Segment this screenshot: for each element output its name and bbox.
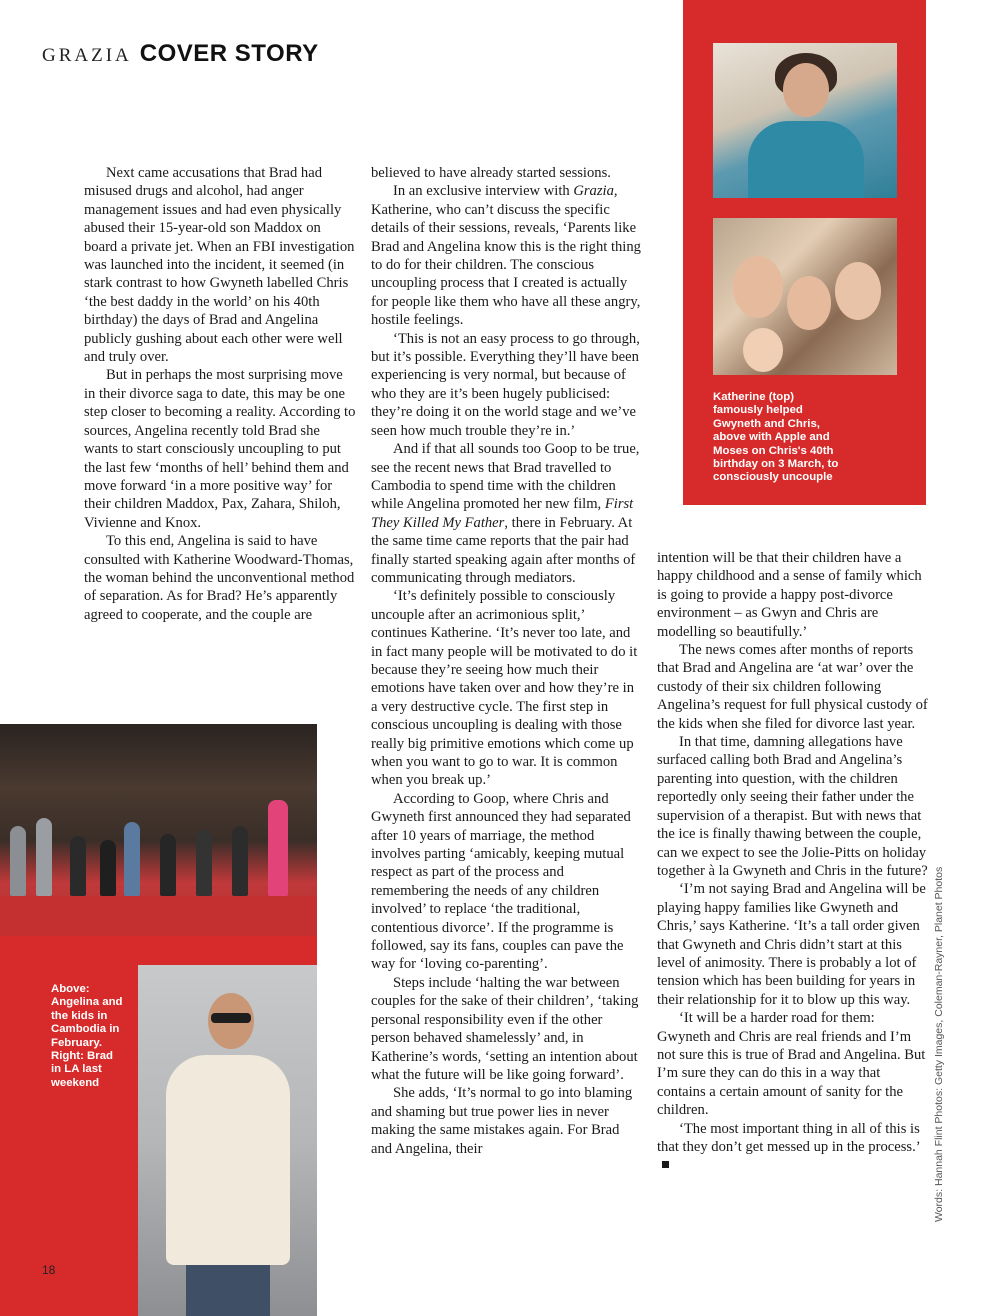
caption-angelina-brad: Above: Angelina and the kids in Cambodia in February. Right: Brad in LA last weekend [51, 983, 123, 1089]
caption-katherine: Katherine (top) famously helped Gwyneth and Chris, above with Apple and Moses on Chris's 40th birthday on 3 March, to consciously uncouple [713, 391, 839, 484]
section-title: COVER STORY [139, 40, 319, 67]
paragraph: In that time, damning allegations have surfaced calling both Brad and Angelina’s parenting into question, with the children reportedly only seeing their father under the supervision of a therapist. But with news that the ice is finally thawing between the couple, can we expect to see the Jolie-Pitts on holiday together à la Gwyneth and Chris in the future? [657, 734, 928, 879]
article-column-2 [371, 164, 643, 1158]
paragraph: And if that all sounds too Goop to be true, see the recent news that Brad travelled to Cambodia to spend time with the children while Angelina promoted her new film, First They Killed My Father, there in February. At the same time came reports that the pair had finally started speaking again after months of communicating through mediators. [371, 441, 640, 586]
brand-logo: GRAZIA [42, 45, 132, 66]
paragraph: Steps include ‘halting the war between couples for the sake of their children’, ‘taking personal responsibility even if the other person behaved shamelessly’ and, in Katherine’s words, ‘setting an intention about what the future will be like going forward’. [371, 974, 639, 1083]
paragraph: She adds, ‘It’s normal to go into blaming and shaming but true power lies in never making the same mistakes again. For Brad and Angelina, their [371, 1085, 633, 1157]
paragraph-final: ‘The most important thing in all of this is that they don’t get messed up in the process.’ [657, 1120, 929, 1175]
paragraph: The news comes after months of reports that Brad and Angelina are ‘at war’ over the custody of their six children following Angelina’s request for full physical custody of the kids when she filed for divorce last year. [657, 642, 928, 732]
page-number: 18 [42, 1263, 56, 1277]
paragraph: intention will be that their children have a happy childhood and a sense of family which is going to provide a happy post-divorce environment – as Gwyn and Chris are modelling so beautifully.’ [657, 550, 922, 640]
paragraph: To this end, Angelina is said to have consulted with Katherine Woodward-Thomas, the woman behind the unconventional method of separation. As for Brad? He’s apparently agreed to cooperate, and the couple are [84, 533, 355, 623]
article-column-3 [657, 549, 929, 1175]
film-title: First They Killed My Father [371, 496, 634, 531]
photo-chris-family [713, 218, 897, 375]
paragraph: ‘It will be a harder road for them: Gwyneth and Chris are real friends and I’m not sure this is true of Brad and Angelina. But I’m sure they can do this in a way that contains a certain amount of sanity for the children. [657, 1010, 926, 1119]
photo-katherine [713, 43, 897, 198]
paragraph: ‘It’s definitely possible to consciously uncouple after an acrimonious split,’ continues Katherine. ‘It’s never too late, and in fact many people will be motivated to do it because they’re seeing how much their emotions have taken over and how they’re in a very destructive cycle. The first step in conscious uncoupling is dealing with those really big primitive emotions which come up when you want to go to war. It is common when you break up.’ [371, 588, 638, 789]
end-mark-icon [662, 1161, 669, 1168]
photo-credit: Words: Hannah Flint Photos: Getty Images, Coleman-Rayner, Planet Photos [933, 866, 945, 1222]
paragraph: Next came accusations that Brad had misused drugs and alcohol, had anger management issues and had even physically abused their 15-year-old son Maddox on board a private jet. When an FBI investigation was launched into the incident, it seemed (in stark contrast to how Gwyneth labelled Chris ‘the best daddy in the world’ on his 40th birthday) the days of Brad and Angelina publicly gushing about each other were well and truly over. [84, 165, 355, 366]
paragraph: ‘I’m not saying Brad and Angelina will be playing happy families like Gwyneth and Chris,’ says Katherine. ‘It’s a tall order given that Gwyneth and Chris didn’t start at this level of animosity. There is probably a lot of tension which has been building for years in their relationship for it to blow up this way. [657, 881, 926, 1008]
magazine-name: Grazia [573, 183, 614, 200]
paragraph: According to Goop, where Chris and Gwyneth first announced they had separated after 10 years of marriage, the method involves parting ‘amicably, keeping mutual respect as part of the process and remembering the needs of any children involved’ to replace ‘the traditional, contentious divorce’. If the programme is followed, say its fans, couples can pave the way for ‘loving co-parenting’. [371, 790, 631, 973]
article-column-1 [84, 164, 356, 624]
masthead [42, 40, 319, 68]
photo-brad-la [138, 965, 317, 1316]
paragraph: believed to have already started sessions. [371, 165, 611, 181]
paragraph: In an exclusive interview with Grazia, Katherine, who can’t discuss the specific details of their sessions, reveals, ‘Parents like Brad and Angelina know this is the right thing to do for their children. The conscious uncoupling process that I created is actually for people like them who have all these angry, hostile feelings. [371, 183, 641, 329]
photo-cambodia-premiere [0, 724, 317, 936]
paragraph: But in perhaps the most surprising move in their divorce saga to date, this may be one step closer to becoming a reality. According to sources, Angelina recently told Brad she wants to start consciously uncoupling to put the last few ‘months of hell’ behind them and move forward ‘in a more positive way’ for their children Maddox, Pax, Zahara, Shiloh, Vivienne and Knox. [84, 367, 356, 531]
paragraph: ‘This is not an easy process to go through, but it’s possible. Everything they’ll have been experiencing is very normal, but because of who they are it’s been hugely publicised: they’re doing it on the world stage and we’ve seen how much trouble they’re in.’ [371, 330, 640, 439]
